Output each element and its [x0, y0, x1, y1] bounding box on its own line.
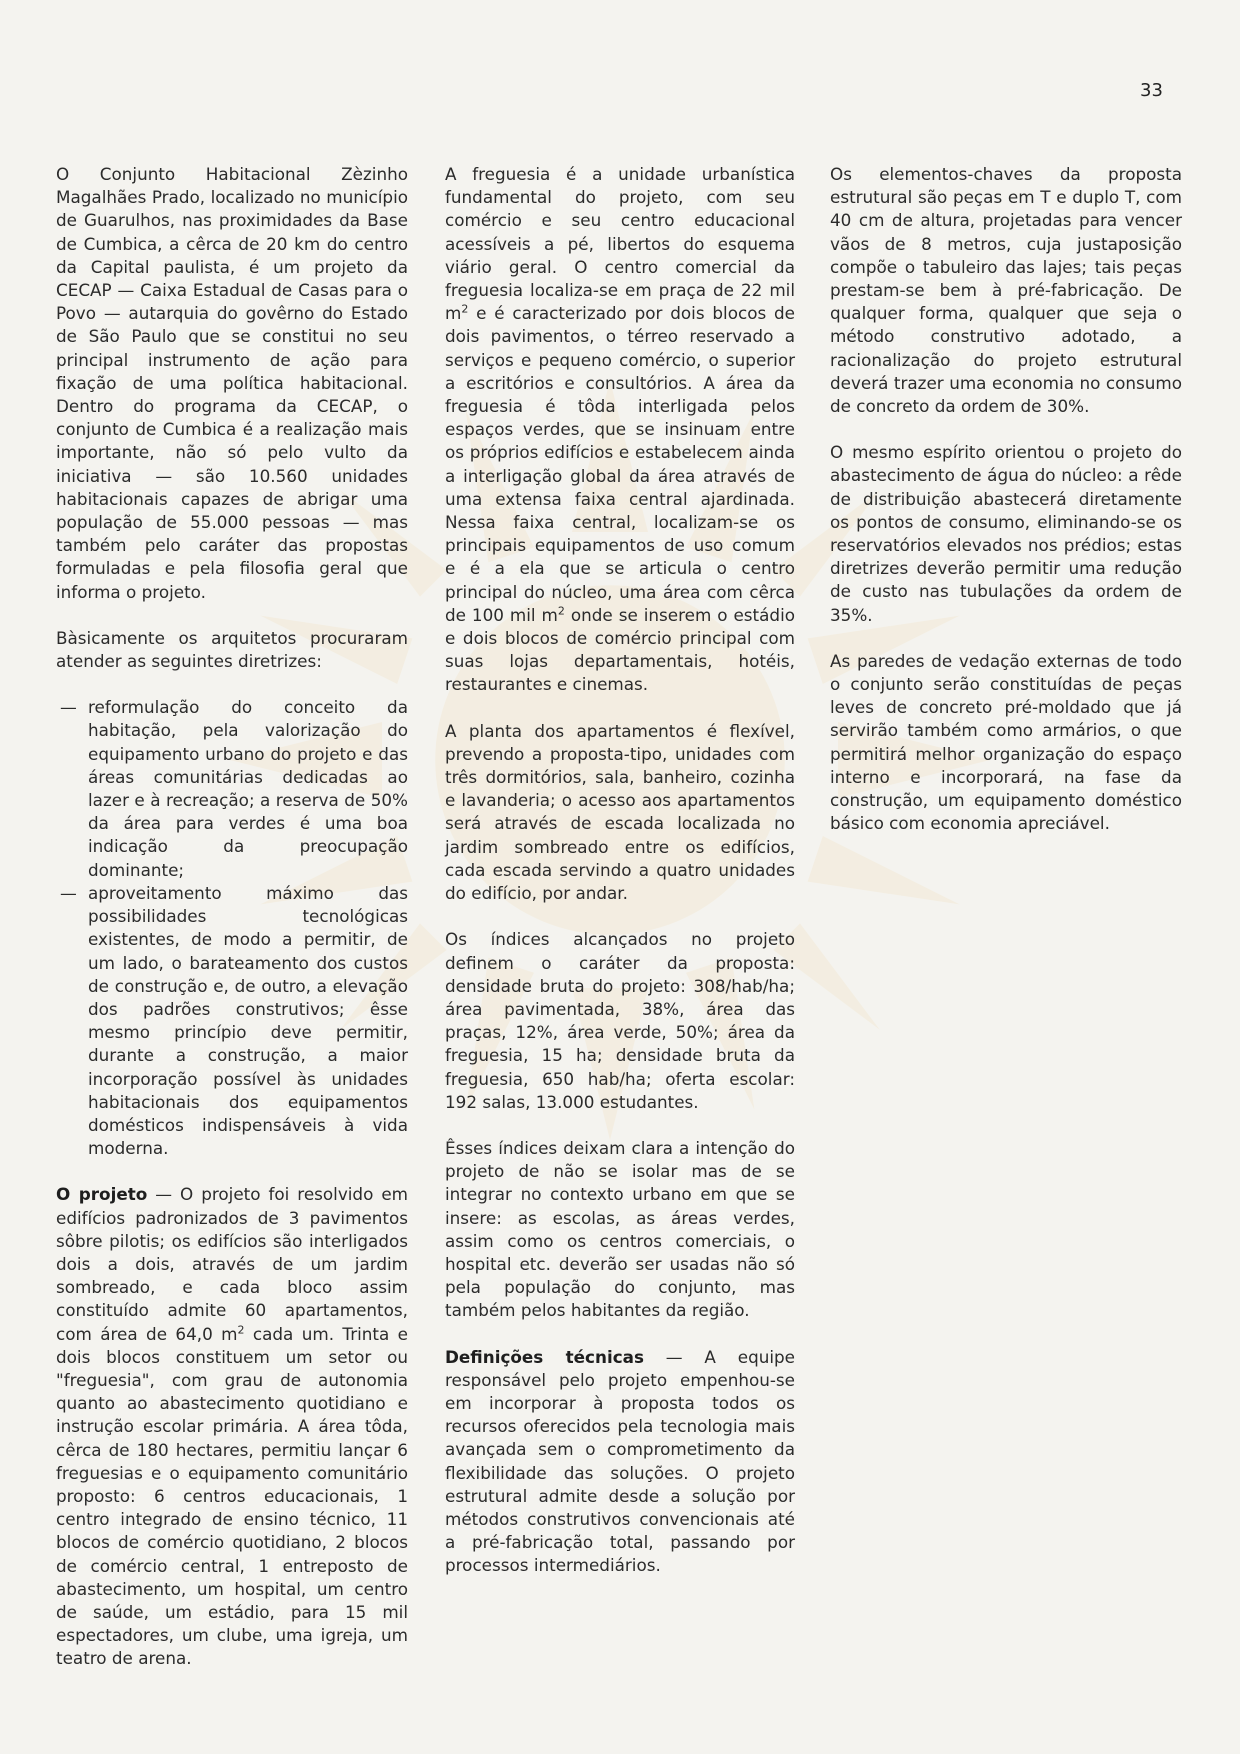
- indices-paragraph: Os índices alcançados no projeto definem o caráter da proposta: densidade bruta do projeto: 308/hab/ha; área pavimentada, 38%, área das praças, 12%, área verde, 50%; área da freguesia, 15 ha; densidade bruta da freguesia, 650 hab/ha; oferta escolar: 192 salas, 13.000 estudantes.: [445, 929, 795, 1112]
- page-number: 33: [1140, 80, 1163, 101]
- freguesia-text-b: e é caracterizado por dois blocos de dois pavimentos, o térreo reservado a serviços e pequeno comércio, o superior a escritórios e consultórios. A área da freguesia é tôda interligada pelos espaços verdes, que se insinuam entre os próprios edifícios e estabelecem ainda a interligação global da área através de uma extensa faixa central ajardinada. Nessa faixa central, localizam-se os principais equipamentos de uso comum e é a ela que se articula o centro principal do núcleo, uma área com cêrca de 100 mil m: [445, 303, 795, 625]
- planta-paragraph: A planta dos apartamentos é flexível, prevendo a proposta-tipo, unidades com três dormitórios, sala, banheiro, cozinha e lavanderia; o acesso aos apartamentos será através de escada localizada no jardim sombreado entre os edifícios, cada escada servindo a quatro unidades do edifício, por andar.: [445, 720, 795, 904]
- definicoes-paragraph: [445, 1346, 795, 1578]
- superscript: 2: [237, 1322, 245, 1336]
- guidelines-intro: Bàsicamente os arquitetos procuraram atender as seguintes diretrizes:: [56, 627, 408, 672]
- definicoes-heading: Definições técnicas: [445, 1346, 644, 1367]
- definicoes-text: — A equipe responsável pelo projeto empenhou-se em incorporar à proposta todos os recursos oferecidos pela tecnologia mais avançada sem o comprometimento da flexibilidade das soluções. O projeto estrutural admite desde a solução por métodos construtivos convencionais até a pré-fabricação total, passando por processos intermediários.: [445, 1346, 796, 1576]
- list-item: — reformulação do conceito da habitação, pela valorização do equipamento urbano do projeto e das áreas comunitárias dedicadas ao lazer e à recreação; a reserva de 50% da área para verdes é uma boa indicação da preocupação dominante;: [56, 696, 408, 882]
- projeto-heading: O projeto: [56, 1184, 148, 1205]
- freguesia-text-a: A freguesia é a unidade urbanística fundamental do projeto, com seu comércio e seu centro educacional acessíveis a pé, libertos do esquema viário geral. O centro comercial da freguesia localiza-se em praça de 22 mil m: [445, 164, 795, 324]
- freguesia-text-c: onde se inserem o estádio e dois blocos de comércio principal com suas lojas departamentais, hotéis, restaurantes e cinemas.: [445, 604, 795, 695]
- structural-paragraph: Os elementos-chaves da proposta estrutural são peças em T e duplo T, com 40 cm de altura, projetadas para vencer vãos de 8 metros, cuja justaposição compõe o tabuleiro das lajes; tais peças prestam-se bem à pré-fabricação. De qualquer forma, qualquer que seja o método construtivo adotado, a racionalização do projeto estrutural deverá trazer uma economia no consumo de concreto da ordem de 30%.: [830, 164, 1182, 417]
- column-1: [56, 163, 408, 1694]
- column-2: [445, 163, 795, 1601]
- intro-paragraph: O Conjunto Habitacional Zèzinho Magalhães Prado, localizado no município de Guarulhos, nas proximidades da Base de Cumbica, a cêrca de 20 km do centro da Capital paulista, é um projeto da CECAP — Caixa Estadual de Casas para o Povo — autarquia do govêrno do Estado de São Paulo que se constitui no seu principal instrumento de ação para fixação de uma política habitacional. Dentro do programa da CECAP, o conjunto de Cumbica é a realização mais importante, não só pelo vulto da iniciativa — são 10.560 unidades habitacionais capazes de abrigar uma população de 55.000 pessoas — mas também pelo caráter das propostas formuladas e pela filosofia geral que informa o projeto.: [56, 164, 408, 602]
- projeto-text-b: cada um. Trinta e dois blocos constituem um setor ou "freguesia", com grau de autonomia quanto ao abastecimento quotidiano e instrução escolar primária. A área tôda, cêrca de 180 hectares, permitiu lançar 6 freguesias e o equipamento comunitário proposto: 6 centros educacionais, 1 centro integrado de ensino técnico, 11 blocos de comércio quotidiano, 2 blocos de comércio central, 1 entreposto de abastecimento, um hospital, um centro de saúde, um estádio, para 15 mil espectadores, um clube, uma igreja, um teatro de arena.: [56, 1323, 408, 1669]
- water-paragraph: O mesmo espírito orientou o projeto do abastecimento de água do núcleo: a rêde de distribuição abastecerá diretamente os pontos de consumo, eliminando-se os reservatórios elevados nos prédios; estas diretrizes deverão permitir uma redução de custo nas tubulações da ordem de 35%.: [830, 442, 1182, 625]
- projeto-text-a: — O projeto foi resolvido em edifícios padronizados de 3 pavimentos sôbre pilotis; os edifícios são interligados dois a dois, através de um jardim sombreado, e cada bloco assim constituído admite 60 apartamentos, com área de 64,0 m: [56, 1184, 408, 1344]
- column-3: [830, 163, 1182, 858]
- freguesia-paragraph: [445, 163, 795, 697]
- superscript: 2: [557, 604, 565, 618]
- list-item: — aproveitamento máximo das possibilidades tecnológicas existentes, de modo a permitir, de um lado, o barateamento dos custos de construção e, de outro, a elevação dos padrões construtivos; êsse mesmo princípio deve permitir, durante a construção, a maior incorporação possível às unidades habitacionais dos equipamentos domésticos indispensáveis à vida moderna.: [56, 882, 408, 1160]
- guidelines-list: [56, 696, 408, 1160]
- projeto-paragraph: [56, 1183, 408, 1670]
- integration-paragraph: Êsses índices deixam clara a intenção do projeto de não se isolar mas de se integrar no contexto urbano em que se insere: as escolas, as áreas verdes, assim como os centros comerciais, o hospital etc. deverão ser usadas não só pela população do conjunto, mas também pelos habitantes da região.: [445, 1137, 795, 1321]
- superscript: 2: [461, 302, 469, 316]
- walls-paragraph: As paredes de vedação externas de todo o conjunto serão constituídas de peças leves de concreto pré-moldado que já servirão também como armários, o que permitirá melhor organização do espaço interno e incorporará, na fase da construção, um equipamento doméstico básico com economia apreciável.: [830, 650, 1182, 834]
